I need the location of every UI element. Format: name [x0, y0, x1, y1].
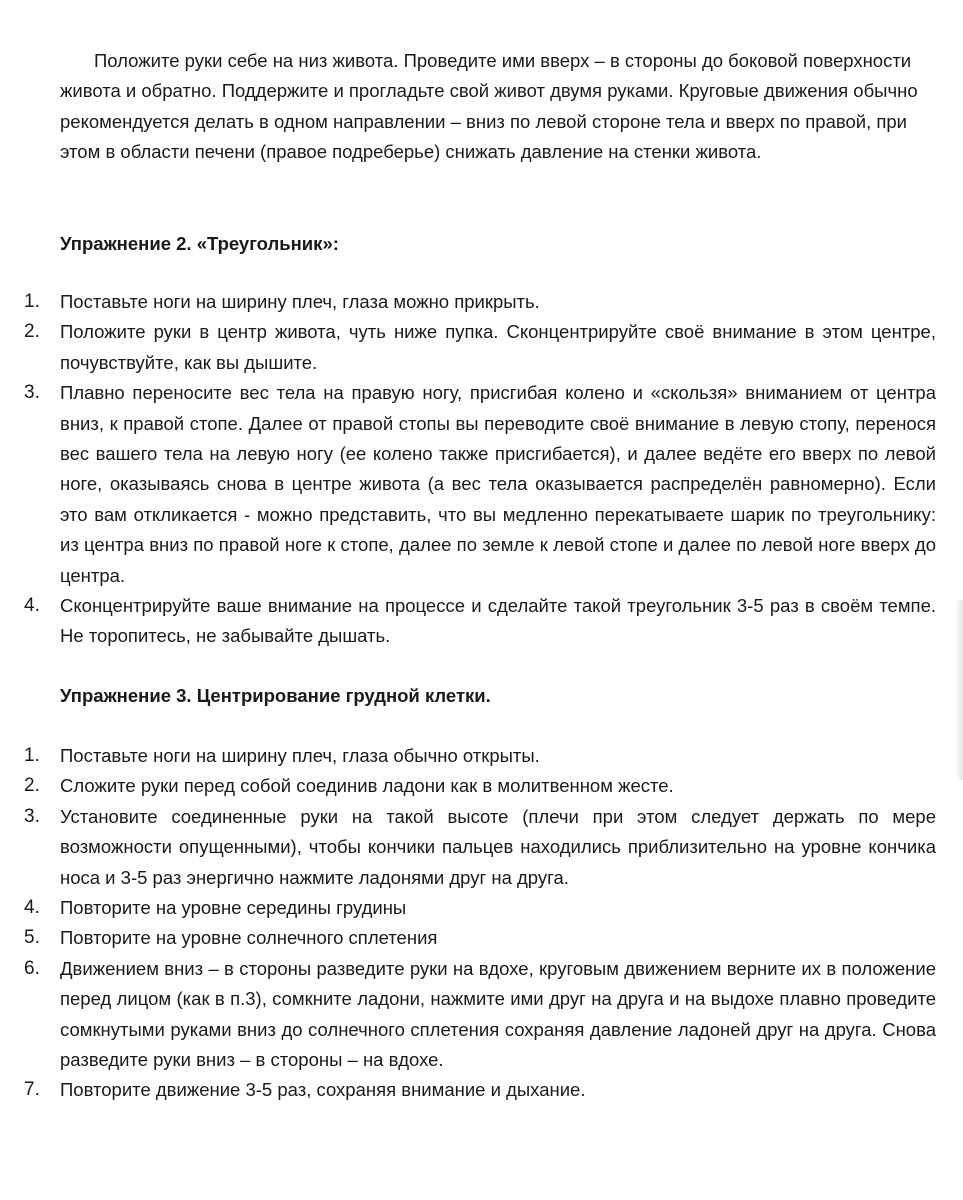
list-item — [0, 802, 963, 893]
exercise-2-steps — [0, 287, 963, 652]
exercise-3-steps — [0, 741, 963, 1106]
step-number: 4. — [24, 897, 40, 919]
exercise-3-heading: Упражнение 3. Центрирование грудной клетки. — [60, 685, 491, 706]
list-item — [0, 287, 963, 317]
list-item — [0, 771, 963, 801]
step-number: 6. — [24, 957, 40, 979]
list-item — [0, 317, 963, 378]
step-text: Положите руки в центр живота, чуть ниже пупка. Сконцентрируйте своё внимание в этом центре, почувствуйте, как вы дышите. — [60, 321, 936, 373]
step-text: Сложите руки перед собой соединив ладони как в молитвенном жесте. — [60, 775, 674, 797]
step-text: Сконцентрируйте ваше внимание на процессе и сделайте такой треугольник 3-5 раз в своём темпе. Не торопитесь, не забывайте дышать. — [60, 595, 936, 647]
step-text: Повторите на уровне середины грудины — [60, 897, 407, 919]
step-number: 1. — [24, 745, 40, 766]
step-number: 2. — [24, 775, 40, 797]
step-text: Поставьте ноги на ширину плеч, глаза можно прикрыть. — [60, 291, 540, 312]
step-text: Движением вниз – в стороны разведите руки на вдохе, круговым движением верните их в положение перед лицом (как в п.3), сомкните ладони, нажмите ими друг на друга и на выдохе плавно проведите сомкнутыми руками вниз до солнечного сплетения сохраняя давление ладоней друг на друга. Снова разведите руки вниз – в стороны – на вдохе. — [60, 957, 936, 1071]
step-text: Поставьте ноги на ширину плеч, глаза обычно открыты. — [60, 745, 540, 766]
step-text: Плавно переносите вес тела на правую ногу, присгибая колено и «скользя» вниманием от центра вниз, к правой стопе. Далее от правой стопы вы переводите своё внимание в левую стопу, перенося вес вашего тела на левую ногу (ее колено также присгибается), и далее ведёте его вверх по левой ноге, оказываясь снова в центре живота (а вес тела оказывается распределён равномерно). Если это вам откликается - можно представить, что вы медленно перекатываете шарик по треугольнику: из центра вниз по правой ноге к стопе, далее по земле к левой стопе и далее по левой ноге вверх до центра. — [60, 382, 936, 586]
step-number: 2. — [24, 321, 40, 343]
list-item — [0, 954, 963, 1076]
list-item — [0, 893, 963, 923]
step-text: Установите соединенные руки на такой высоте (плечи при этом следует держать по мере возможности опущенными), чтобы кончики пальцев находились приблизительно на уровне кончика носа и 3-5 раз энергично нажмите ладонями друг на друга. — [60, 805, 936, 888]
step-number: 5. — [24, 927, 40, 949]
step-number: 3. — [24, 805, 40, 827]
list-item — [0, 378, 963, 591]
intro-paragraph: Положите руки себе на низ живота. Проведите ими вверх – в стороны до боковой поверхности живота и обратно. Поддержите и прогладьте свой живот двумя руками. Круговые движения обычно рекомендуется делать в одном направлении – вниз по левой стороне тела и вверх по правой, при этом в области печени (правое подреберье) снижать давление на стенки живота. — [60, 50, 918, 163]
step-number: 4. — [24, 595, 40, 617]
step-number: 3. — [24, 382, 40, 404]
exercise-2-heading: Упражнение 2. «Треугольник»: — [60, 233, 339, 254]
step-text: Повторите на уровне солнечного сплетения — [60, 927, 438, 949]
list-item — [0, 923, 963, 953]
page-edge-shadow — [955, 600, 963, 780]
list-item — [0, 741, 963, 771]
step-text: Повторите движение 3-5 раз, сохраняя внимание и дыхание. — [60, 1079, 586, 1101]
step-number: 1. — [24, 291, 40, 312]
step-number: 7. — [24, 1079, 40, 1101]
list-item — [0, 591, 963, 652]
list-item — [0, 1075, 963, 1105]
